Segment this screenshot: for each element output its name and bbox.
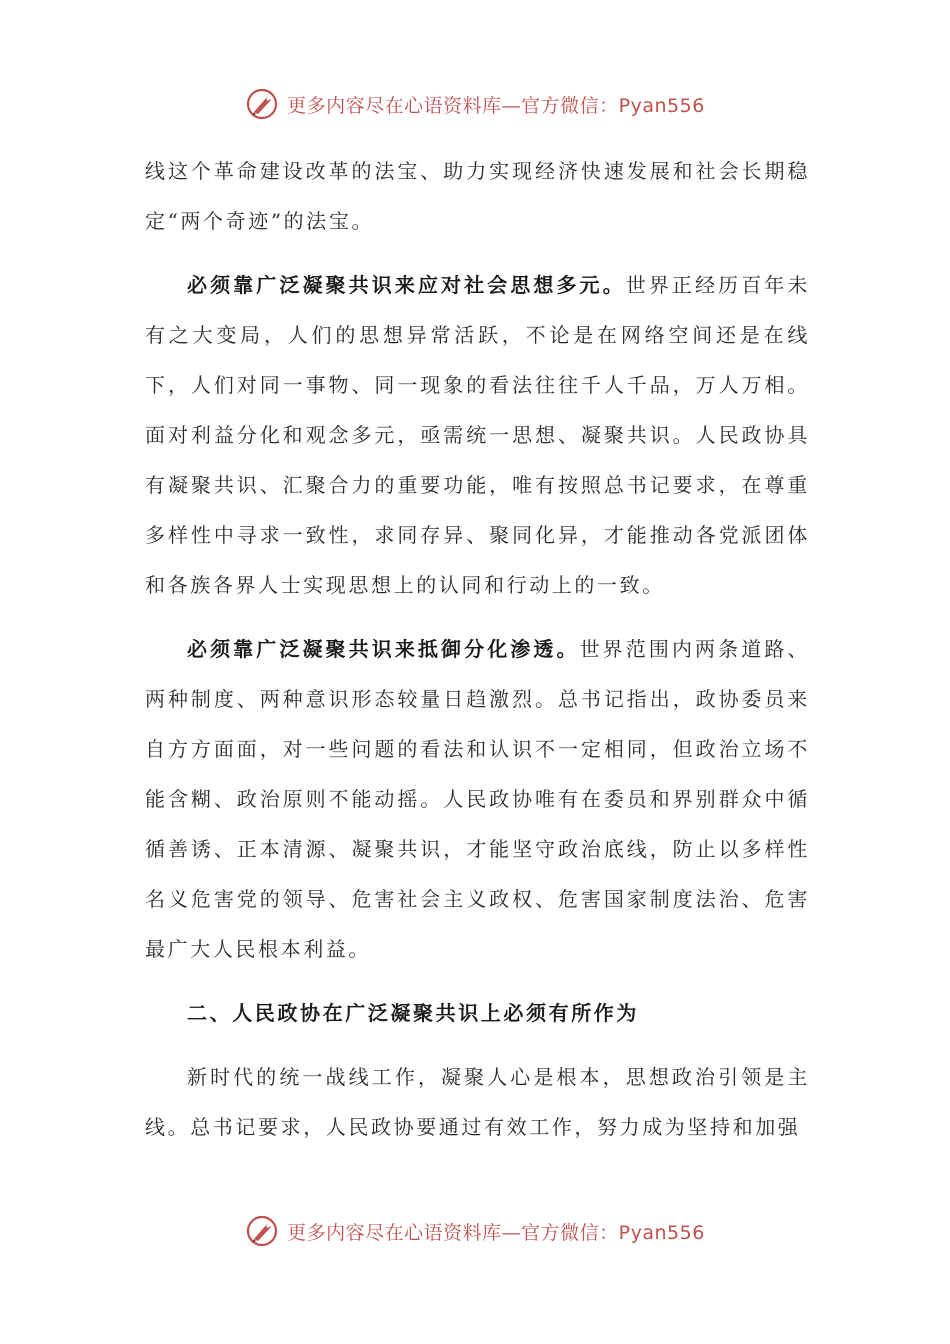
- page-footer-banner: [0, 1211, 950, 1251]
- pen-nib-logo-icon: [245, 87, 279, 121]
- header-banner-text: [287, 91, 705, 118]
- paragraph-continued: 线这个革命建设改革的法宝、助力实现经济快速发展和社会长期稳定“两个奇迹”的法宝。: [145, 159, 810, 233]
- paragraph-body: 世界范围内两条道路、两种制度、两种意识形态较量日趋激烈。总书记指出，政协委员来自方方面面，对一些问题的看法和认识不一定相同，但政治立场不能含糊、政治原则不能动摇。人民政协唯有在委员和界别群众中循循善诱、正本清源、凝聚共识，才能坚守政治底线，防止以多样性名义危害党的领导、危害社会主义政权、危害国家制度法治、危害最广大人民根本利益。: [145, 637, 811, 961]
- paragraph-lead-bold: 必须靠广泛凝聚共识来抵御分化渗透。: [187, 637, 580, 661]
- paragraph-social-thought: [145, 260, 810, 610]
- header-banner-label: 更多内容尽在心语资料库—官方微信：: [287, 94, 619, 117]
- section-heading: 二、人民政协在广泛凝聚共识上必须有所作为: [187, 1001, 639, 1025]
- pen-nib-logo-icon: [245, 1214, 279, 1248]
- footer-banner-text: [287, 1218, 705, 1245]
- document-body: [145, 146, 810, 1152]
- paragraph-body: 世界正经历百年未有之大变局，人们的思想异常活跃，不论是在网络空间还是在线下，人们对同一事物、同一现象的看法往往千人千品，万人万相。面对利益分化和观念多元，亟需统一思想、凝聚共识。人民政协具有凝聚共识、汇聚合力的重要功能，唯有按照总书记要求，在尊重多样性中寻求一致性，求同存异、聚同化异，才能推动各党派团体和各族各界人士实现思想上的认同和行动上的一致。: [145, 273, 810, 597]
- paragraph-united-front: 新时代的统一战线工作，凝聚人心是根本，思想政治引领是主线。总书记要求，人民政协要通过有效工作，努力成为坚持和加强: [145, 1065, 810, 1139]
- paragraph-resist-infiltration: [145, 624, 810, 974]
- header-wechat-id: Pyan556: [618, 94, 705, 117]
- footer-banner-label: 更多内容尽在心语资料库—官方微信：: [287, 1221, 619, 1244]
- paragraph-lead-bold: 必须靠广泛凝聚共识来应对社会思想多元。: [187, 273, 626, 297]
- page-header-banner: [0, 84, 950, 124]
- footer-wechat-id: Pyan556: [618, 1221, 705, 1244]
